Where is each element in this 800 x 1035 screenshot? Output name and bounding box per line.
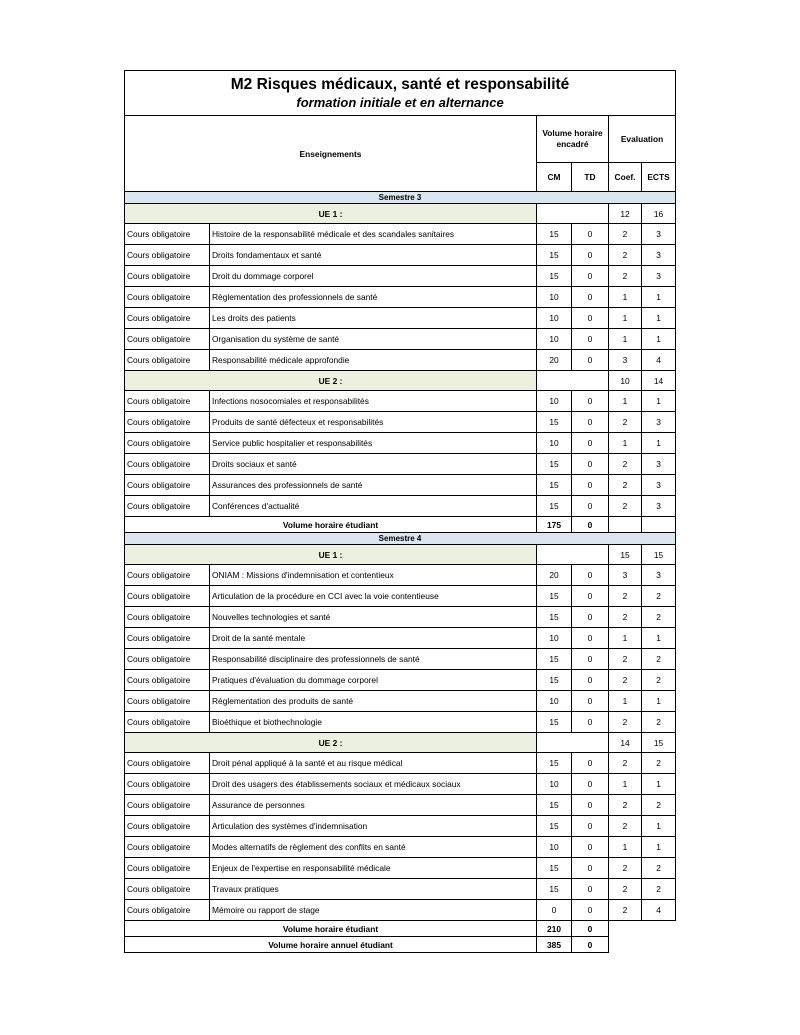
course-coef: 2: [609, 412, 642, 433]
course-type: Cours obligatoire: [125, 245, 210, 266]
course-row: [125, 475, 676, 496]
course-td: 0: [572, 433, 609, 454]
course-td: 0: [572, 837, 609, 858]
semester-row: [125, 533, 676, 545]
course-cm: 15: [537, 753, 572, 774]
course-ects: 3: [642, 496, 676, 517]
total-label: Volume horaire étudiant: [125, 517, 537, 533]
course-type: Cours obligatoire: [125, 879, 210, 900]
cm-header: CM: [537, 163, 572, 192]
total-coef-empty: [609, 517, 642, 533]
course-type: Cours obligatoire: [125, 753, 210, 774]
course-td: 0: [572, 391, 609, 412]
course-name: Organisation du système de santé: [210, 329, 537, 350]
course-cm: 10: [537, 774, 572, 795]
course-coef: 1: [609, 308, 642, 329]
course-cm: 15: [537, 266, 572, 287]
course-name: Responsabilité médicale approfondie: [210, 350, 537, 371]
course-cm: 15: [537, 586, 572, 607]
course-coef: 1: [609, 837, 642, 858]
course-td: 0: [572, 475, 609, 496]
course-type: Cours obligatoire: [125, 586, 210, 607]
course-cm: 15: [537, 712, 572, 733]
course-type: Cours obligatoire: [125, 475, 210, 496]
course-type: Cours obligatoire: [125, 670, 210, 691]
ue-volume-empty: [537, 204, 609, 224]
course-td: 0: [572, 412, 609, 433]
course-td: 0: [572, 245, 609, 266]
course-td: 0: [572, 266, 609, 287]
course-row: [125, 496, 676, 517]
ue-ects: 16: [642, 204, 676, 224]
course-td: 0: [572, 753, 609, 774]
course-coef: 1: [609, 628, 642, 649]
course-coef: 2: [609, 900, 642, 921]
course-name: Histoire de la responsabilité médicale et des scandales sanitaires: [210, 224, 537, 245]
course-td: 0: [572, 454, 609, 475]
course-type: Cours obligatoire: [125, 795, 210, 816]
semester-row: [125, 192, 676, 204]
ue-label: UE 2 :: [125, 733, 537, 753]
course-type: Cours obligatoire: [125, 837, 210, 858]
course-name: Assurances des professionnels de santé: [210, 475, 537, 496]
course-coef: 2: [609, 670, 642, 691]
total-row: [125, 937, 676, 953]
course-cm: 15: [537, 454, 572, 475]
course-name: Articulation de la procédure en CCI avec la voie contentieuse: [210, 586, 537, 607]
course-cm: 10: [537, 837, 572, 858]
course-cm: 0: [537, 900, 572, 921]
total-td: 0: [572, 937, 609, 953]
header-row-1: [125, 116, 676, 163]
course-cm: 15: [537, 879, 572, 900]
course-row: [125, 879, 676, 900]
course-row: [125, 391, 676, 412]
course-td: 0: [572, 496, 609, 517]
course-ects: 1: [642, 308, 676, 329]
course-coef: 1: [609, 329, 642, 350]
course-coef: 1: [609, 391, 642, 412]
ue-volume-empty: [537, 371, 609, 391]
ue-ects: 15: [642, 545, 676, 565]
course-type: Cours obligatoire: [125, 454, 210, 475]
course-row: [125, 350, 676, 371]
course-coef: 2: [609, 858, 642, 879]
semester-label: Semestre 3: [125, 192, 676, 204]
course-row: [125, 329, 676, 350]
course-coef: 1: [609, 691, 642, 712]
course-row: [125, 224, 676, 245]
course-row: [125, 774, 676, 795]
course-ects: 1: [642, 691, 676, 712]
course-td: 0: [572, 670, 609, 691]
course-cm: 15: [537, 245, 572, 266]
course-type: Cours obligatoire: [125, 496, 210, 517]
course-td: 0: [572, 628, 609, 649]
course-row: [125, 287, 676, 308]
course-coef: 2: [609, 224, 642, 245]
course-cm: 10: [537, 433, 572, 454]
course-coef: 1: [609, 287, 642, 308]
course-name: Responsabilité disciplinaire des professionnels de santé: [210, 649, 537, 670]
course-name: Les droits des patients: [210, 308, 537, 329]
course-coef: 2: [609, 753, 642, 774]
course-coef: 2: [609, 816, 642, 837]
course-name: Droits sociaux et santé: [210, 454, 537, 475]
ue-coef: 10: [609, 371, 642, 391]
course-row: [125, 454, 676, 475]
ue-coef: 15: [609, 545, 642, 565]
course-td: 0: [572, 287, 609, 308]
course-ects: 2: [642, 753, 676, 774]
course-cm: 15: [537, 858, 572, 879]
course-name: Droit du dommage corporel: [210, 266, 537, 287]
course-ects: 2: [642, 607, 676, 628]
total-cm: 385: [537, 937, 572, 953]
course-ects: 2: [642, 858, 676, 879]
course-name: Service public hospitalier et responsabilités: [210, 433, 537, 454]
course-cm: 15: [537, 496, 572, 517]
course-ects: 1: [642, 837, 676, 858]
ue-label: UE 1 :: [125, 545, 537, 565]
course-ects: 1: [642, 628, 676, 649]
total-label: Volume horaire annuel étudiant: [125, 937, 537, 953]
course-td: 0: [572, 224, 609, 245]
course-cm: 15: [537, 224, 572, 245]
course-row: [125, 712, 676, 733]
ue-row: [125, 545, 676, 565]
course-cm: 10: [537, 287, 572, 308]
course-row: [125, 245, 676, 266]
course-coef: 2: [609, 795, 642, 816]
course-td: 0: [572, 329, 609, 350]
course-cm: 15: [537, 412, 572, 433]
enseignements-header: Enseignements: [125, 116, 537, 192]
course-coef: 1: [609, 774, 642, 795]
course-type: Cours obligatoire: [125, 649, 210, 670]
course-name: Droit pénal appliqué à la santé et au risque médical: [210, 753, 537, 774]
td-header: TD: [572, 163, 609, 192]
title-cell: [125, 71, 676, 116]
course-name: Droit des usagers des établissements sociaux et médicaux sociaux: [210, 774, 537, 795]
course-cm: 20: [537, 565, 572, 586]
course-row: [125, 607, 676, 628]
course-cm: 10: [537, 329, 572, 350]
course-ects: 3: [642, 412, 676, 433]
course-ects: 1: [642, 329, 676, 350]
course-type: Cours obligatoire: [125, 712, 210, 733]
course-name: Nouvelles technologies et santé: [210, 607, 537, 628]
course-name: Pratiques d'évaluation du dommage corporel: [210, 670, 537, 691]
course-name: Droit de la santé mentale: [210, 628, 537, 649]
course-ects: 2: [642, 795, 676, 816]
course-name: Mémoire ou rapport de stage: [210, 900, 537, 921]
course-name: ONIAM : Missions d'indemnisation et contentieux: [210, 565, 537, 586]
course-coef: 2: [609, 586, 642, 607]
course-coef: 2: [609, 607, 642, 628]
ects-header: ECTS: [642, 163, 676, 192]
course-type: Cours obligatoire: [125, 412, 210, 433]
course-row: [125, 565, 676, 586]
course-coef: 2: [609, 245, 642, 266]
course-coef: 2: [609, 649, 642, 670]
course-type: Cours obligatoire: [125, 329, 210, 350]
course-td: 0: [572, 712, 609, 733]
total-empty: [609, 937, 676, 953]
course-td: 0: [572, 350, 609, 371]
total-row: [125, 921, 676, 937]
ue-coef: 12: [609, 204, 642, 224]
course-cm: 10: [537, 391, 572, 412]
course-name: Réglementation des produits de santé: [210, 691, 537, 712]
course-name: Enjeux de l'expertise en responsabilité médicale: [210, 858, 537, 879]
course-row: [125, 795, 676, 816]
course-cm: 20: [537, 350, 572, 371]
course-row: [125, 837, 676, 858]
course-row: [125, 753, 676, 774]
course-row: [125, 308, 676, 329]
course-name: Conférences d'actualité: [210, 496, 537, 517]
course-ects: 2: [642, 879, 676, 900]
course-cm: 15: [537, 649, 572, 670]
course-type: Cours obligatoire: [125, 858, 210, 879]
course-cm: 10: [537, 308, 572, 329]
course-cm: 15: [537, 816, 572, 837]
course-row: [125, 586, 676, 607]
semester-label: Semestre 4: [125, 533, 676, 545]
evaluation-header: Evaluation: [609, 116, 676, 163]
total-td: 0: [572, 921, 609, 937]
volume-horaire-header: Volume horaire encadré: [537, 116, 609, 163]
course-row: [125, 628, 676, 649]
course-coef: 3: [609, 565, 642, 586]
ue-row: [125, 371, 676, 391]
course-name: Produits de santé défecteux et responsabilités: [210, 412, 537, 433]
course-coef: 2: [609, 712, 642, 733]
course-type: Cours obligatoire: [125, 900, 210, 921]
course-td: 0: [572, 816, 609, 837]
total-row: [125, 517, 676, 533]
ue-coef: 14: [609, 733, 642, 753]
total-td: 0: [572, 517, 609, 533]
ue-volume-empty: [537, 545, 609, 565]
coef-header: Coef.: [609, 163, 642, 192]
course-row: [125, 649, 676, 670]
course-td: 0: [572, 879, 609, 900]
total-cm: 210: [537, 921, 572, 937]
page-subtitle: formation initiale et en alternance: [296, 95, 504, 110]
total-empty: [609, 921, 676, 937]
course-cm: 15: [537, 795, 572, 816]
course-ects: 2: [642, 649, 676, 670]
course-td: 0: [572, 900, 609, 921]
course-name: Bioéthique et biothechnologie: [210, 712, 537, 733]
course-td: 0: [572, 565, 609, 586]
curriculum-sheet: [124, 70, 675, 953]
course-row: [125, 433, 676, 454]
total-label: Volume horaire étudiant: [125, 921, 537, 937]
course-type: Cours obligatoire: [125, 607, 210, 628]
course-ects: 1: [642, 774, 676, 795]
course-type: Cours obligatoire: [125, 774, 210, 795]
course-ects: 1: [642, 816, 676, 837]
course-ects: 3: [642, 454, 676, 475]
course-cm: 10: [537, 628, 572, 649]
course-name: Infections nosocomiales et responsabilités: [210, 391, 537, 412]
course-type: Cours obligatoire: [125, 565, 210, 586]
course-cm: 10: [537, 691, 572, 712]
course-td: 0: [572, 858, 609, 879]
course-coef: 2: [609, 454, 642, 475]
course-type: Cours obligatoire: [125, 816, 210, 837]
course-row: [125, 691, 676, 712]
course-ects: 3: [642, 475, 676, 496]
course-ects: 1: [642, 287, 676, 308]
course-type: Cours obligatoire: [125, 391, 210, 412]
course-ects: 2: [642, 712, 676, 733]
course-type: Cours obligatoire: [125, 308, 210, 329]
ue-ects: 15: [642, 733, 676, 753]
course-cm: 15: [537, 607, 572, 628]
course-coef: 2: [609, 266, 642, 287]
course-type: Cours obligatoire: [125, 287, 210, 308]
ue-row: [125, 204, 676, 224]
ue-ects: 14: [642, 371, 676, 391]
course-ects: 1: [642, 391, 676, 412]
course-td: 0: [572, 649, 609, 670]
course-name: Droits fondamentaux et santé: [210, 245, 537, 266]
course-cm: 15: [537, 670, 572, 691]
course-name: Travaux pratiques: [210, 879, 537, 900]
course-coef: 2: [609, 879, 642, 900]
ue-label: UE 2 :: [125, 371, 537, 391]
course-td: 0: [572, 795, 609, 816]
course-coef: 2: [609, 496, 642, 517]
course-ects: 3: [642, 266, 676, 287]
course-row: [125, 266, 676, 287]
course-coef: 2: [609, 475, 642, 496]
course-ects: 2: [642, 586, 676, 607]
curriculum-table: [124, 70, 676, 953]
course-name: Modes alternatifs de règlement des conflits en santé: [210, 837, 537, 858]
course-ects: 2: [642, 670, 676, 691]
course-td: 0: [572, 586, 609, 607]
course-row: [125, 816, 676, 837]
course-row: [125, 412, 676, 433]
course-td: 0: [572, 691, 609, 712]
course-name: Règlementation des professionnels de santé: [210, 287, 537, 308]
ue-row: [125, 733, 676, 753]
title-row: [125, 71, 676, 116]
course-type: Cours obligatoire: [125, 628, 210, 649]
ue-label: UE 1 :: [125, 204, 537, 224]
course-td: 0: [572, 774, 609, 795]
course-td: 0: [572, 308, 609, 329]
course-row: [125, 900, 676, 921]
course-ects: 4: [642, 900, 676, 921]
course-ects: 1: [642, 433, 676, 454]
course-type: Cours obligatoire: [125, 691, 210, 712]
page-title: M2 Risques médicaux, santé et responsabilité: [230, 76, 570, 93]
course-ects: 4: [642, 350, 676, 371]
course-ects: 3: [642, 224, 676, 245]
course-name: Assurance de personnes: [210, 795, 537, 816]
course-coef: 1: [609, 433, 642, 454]
course-coef: 3: [609, 350, 642, 371]
course-type: Cours obligatoire: [125, 266, 210, 287]
total-cm: 175: [537, 517, 572, 533]
course-td: 0: [572, 607, 609, 628]
course-type: Cours obligatoire: [125, 433, 210, 454]
course-ects: 3: [642, 245, 676, 266]
course-type: Cours obligatoire: [125, 224, 210, 245]
total-ects-empty: [642, 517, 676, 533]
course-cm: 15: [537, 475, 572, 496]
course-row: [125, 670, 676, 691]
course-row: [125, 858, 676, 879]
course-ects: 3: [642, 565, 676, 586]
course-type: Cours obligatoire: [125, 350, 210, 371]
course-name: Articulation des systèmes d'indemnisation: [210, 816, 537, 837]
ue-volume-empty: [537, 733, 609, 753]
